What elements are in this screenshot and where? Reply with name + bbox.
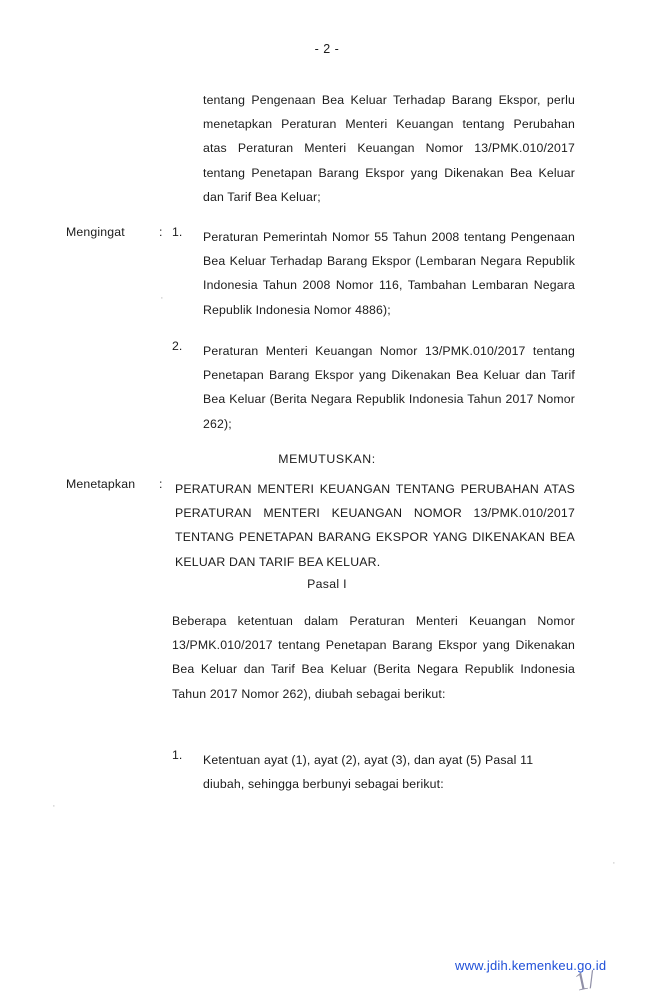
footer-url-link[interactable]: www.jdih.kemenkeu.go.id [455,958,607,973]
page-number: - 2 - [314,42,340,56]
mengingat-colon: : [159,225,163,239]
menetapkan-label: Menetapkan [66,477,136,491]
pasal-body-paragraph: Beberapa ketentuan dalam Peraturan Menteri Keuangan Nomor 13/PMK.010/2017 tentang Penetapan Barang Ekspor yang Dikenakan Bea Keluar dan Tarif Bea Keluar (Berita Negara Republik Indonesia Tahun 2017 Nomor 262), diubah sebagai berikut: [172,614,575,701]
pasal-heading: Pasal I [307,577,347,591]
handwritten-initial-mark: 1/ [572,964,598,997]
mengingat-item-text-1: Peraturan Pemerintah Nomor 55 Tahun 2008 tentang Pengenaan Bea Keluar Terhadap Barang Ekspor (Lembaran Negara Republik Indonesia Tahun 2008 Nomor 116, Tambahan Lembaran Negara Republik Indonesia Nomor 4886); [203,230,575,317]
mengingat-item-text-2: Peraturan Menteri Keuangan Nomor 13/PMK.010/2017 tentang Penetapan Barang Ekspor yang Dikenakan Bea Keluar dan Tarif Bea Keluar (Berita Negara Republik Indonesia Tahun 2017 Nomor 262); [203,344,575,431]
scan-artifact-icon-right: · [612,857,616,869]
mengingat-label: Mengingat [66,225,125,239]
menetapkan-text: PERATURAN MENTERI KEUANGAN TENTANG PERUBAHAN ATAS PERATURAN MENTERI KEUANGAN NOMOR 13/PMK.010/2017 TENTANG PENETAPAN BARANG EKSPOR YANG DIKENAKAN BEA KELUAR DAN TARIF BEA KELUAR. [175,482,575,569]
numbered-item-1-number: 1. [172,748,183,762]
menetapkan-colon: : [159,477,163,491]
mengingat-item-number-1: 1. [172,225,183,239]
memutuskan-heading: MEMUTUSKAN: [278,452,376,466]
opening-paragraph: tentang Pengenaan Bea Keluar Terhadap Barang Ekspor, perlu menetapkan Peraturan Menteri Keuangan tentang Perubahan atas Peraturan Menteri Keuangan Nomor 13/PMK.010/2017 tentang Penetapan Barang Ekspor yang Dikenakan Bea Keluar dan Tarif Bea Keluar; [203,93,575,204]
numbered-item-1-text: Ketentuan ayat (1), ayat (2), ayat (3), dan ayat (5) Pasal 11 diubah, sehingga berbunyi sebagai berikut: [203,753,534,792]
mengingat-item-number-2: 2. [172,339,183,353]
scan-artifact-icon-left-upper: · [160,292,164,304]
scan-artifact-icon-left-lower: · [52,800,56,812]
